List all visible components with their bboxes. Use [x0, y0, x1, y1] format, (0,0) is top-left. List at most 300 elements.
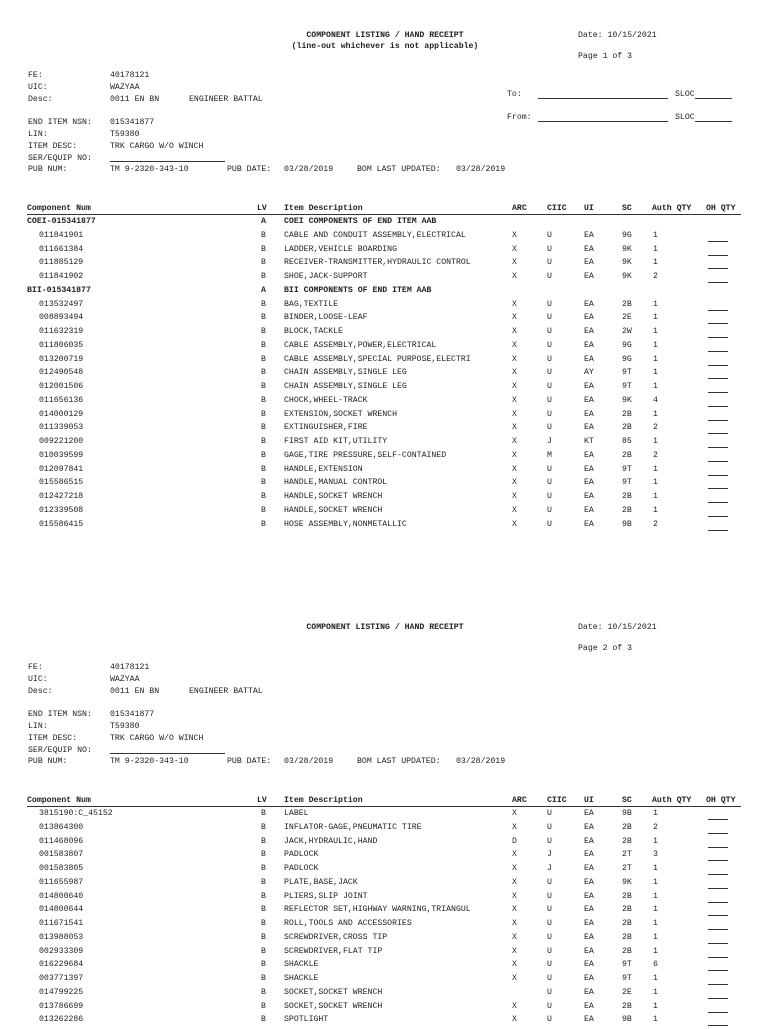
ciic-value: U	[547, 258, 552, 268]
arc-value: X	[512, 1015, 517, 1025]
arc-value: X	[512, 905, 517, 915]
arc-value: X	[512, 340, 517, 350]
lv-value: B	[261, 395, 266, 405]
fe-value-p2: 40178121	[110, 663, 150, 672]
ui-value: EA	[584, 244, 594, 254]
component-num: 003771397	[39, 974, 84, 983]
ser-equip-field-line[interactable]	[110, 161, 225, 162]
ui-value: AY	[584, 368, 594, 378]
ui-value: EA	[584, 299, 594, 309]
arc-value: X	[512, 974, 517, 983]
col-ui: UI	[584, 204, 594, 213]
item-desc-label-p2: ITEM DESC:	[28, 734, 78, 743]
oh-qty-field[interactable]	[708, 365, 728, 366]
sc-value: 2E	[622, 987, 632, 997]
ser-equip-label-p2: SER/EQUIP NO:	[28, 746, 92, 755]
ui-value: EA	[584, 340, 594, 350]
uic-label: UIC:	[28, 83, 48, 92]
arc-value: X	[512, 960, 517, 970]
oh-qty-field[interactable]	[708, 255, 728, 256]
arc-value: X	[512, 409, 517, 419]
lv-value: B	[261, 478, 266, 488]
auth-qty: 1	[653, 437, 658, 446]
sc-value: 9T	[622, 464, 632, 474]
auth-qty: 1	[653, 409, 658, 419]
ciic-value: U	[547, 987, 552, 997]
ciic-value: U	[547, 409, 552, 419]
oh-qty-field[interactable]	[708, 819, 728, 820]
component-num: 011339053	[39, 423, 84, 433]
oh-qty-field[interactable]	[708, 378, 728, 379]
item-description: RECEIVER-TRANSMITTER,HYDRAULIC CONTROL	[284, 258, 471, 268]
ciic-value: U	[547, 877, 552, 887]
page2-page-number: Page 2 of 3	[578, 644, 633, 653]
item-description: EXTINGUISHER,FIRE	[284, 423, 368, 433]
auth-qty: 1	[653, 836, 658, 846]
component-num: 011841902	[39, 272, 84, 281]
pub-date-label: PUB DATE:	[227, 165, 272, 174]
sloc-from-field-line[interactable]	[695, 121, 732, 122]
auth-qty: 1	[653, 327, 658, 336]
sc-value: 2B	[622, 822, 632, 832]
ciic-value: U	[547, 382, 552, 391]
table-row	[0, 824, 768, 837]
sc-value: 9G	[622, 340, 632, 350]
ciic-value: U	[547, 505, 552, 515]
oh-qty-field[interactable]	[708, 943, 728, 944]
lv-value: B	[261, 850, 266, 860]
oh-qty-field[interactable]	[708, 406, 728, 407]
table-row	[0, 342, 768, 355]
table-row	[0, 879, 768, 892]
item-description: CHAIN ASSEMBLY,SINGLE LEG	[284, 382, 407, 391]
component-num: 008893494	[39, 313, 84, 323]
sc-value: 9G	[622, 230, 632, 240]
lv-value: B	[261, 987, 266, 997]
oh-qty-field[interactable]	[708, 461, 728, 462]
sc-value: 2B	[622, 450, 632, 460]
table-row	[0, 301, 768, 314]
item-description: ROLL,TOOLS AND ACCESSORIES	[284, 919, 412, 928]
table-row	[0, 893, 768, 906]
page1-title: COMPONENT LISTING / HAND RECEIPT	[306, 31, 464, 40]
end-item-nsn-label-p2: END ITEM NSN:	[28, 710, 92, 719]
item-description: SPOTLIGHT	[284, 1015, 329, 1025]
sc-value: 9T	[622, 960, 632, 970]
arc-value: X	[512, 244, 517, 254]
component-num: 015586515	[39, 478, 84, 488]
group-header-row	[0, 287, 768, 300]
page1-page-number: Page 1 of 3	[578, 52, 633, 61]
sc-value: 2B	[622, 919, 632, 928]
sc-value: 9B	[622, 519, 632, 529]
lin-label-p2: LIN:	[28, 722, 48, 731]
table-row	[0, 424, 768, 437]
oh-qty-field[interactable]	[708, 447, 728, 448]
oh-qty-field[interactable]	[708, 392, 728, 393]
auth-qty: 1	[653, 299, 658, 309]
lv-value: B	[261, 505, 266, 515]
component-num: 012097841	[39, 464, 84, 474]
col-arc-p2: ARC	[512, 796, 527, 805]
oh-qty-field[interactable]	[708, 337, 728, 338]
sc-value: 2B	[622, 505, 632, 515]
to-field-line[interactable]	[538, 98, 668, 99]
lv-value: B	[261, 244, 266, 254]
desc-value-unit-p2: ENGINEER BATTAL	[189, 687, 263, 696]
table-row	[0, 948, 768, 961]
ciic-value: U	[547, 313, 552, 323]
col-oh-qty: OH QTY	[706, 204, 736, 213]
desc-value: 0011 EN BN	[110, 95, 160, 104]
auth-qty: 1	[653, 505, 658, 515]
sc-value: 9B	[622, 1015, 632, 1025]
sc-value: 9K	[622, 272, 632, 281]
oh-qty-field[interactable]	[708, 310, 728, 311]
ui-value: EA	[584, 877, 594, 887]
oh-qty-field[interactable]	[708, 970, 728, 971]
lv-value: B	[261, 519, 266, 529]
ui-value: EA	[584, 327, 594, 336]
group-header-row	[0, 218, 768, 231]
ciic-value: U	[547, 1001, 552, 1011]
pub-num-label-p2: PUB NUM:	[28, 757, 68, 766]
component-num: 001583807	[39, 850, 84, 860]
lin-label: LIN:	[28, 130, 48, 139]
ciic-value: U	[547, 244, 552, 254]
sc-value: 2B	[622, 1001, 632, 1011]
component-num: 012001506	[39, 382, 84, 391]
table-row	[0, 369, 768, 382]
arc-value: X	[512, 272, 517, 281]
uic-value: WAZYAA	[110, 83, 140, 92]
ciic-value: U	[547, 272, 552, 281]
auth-qty: 1	[653, 313, 658, 323]
lv-value: B	[261, 272, 266, 281]
desc-label: Desc:	[28, 95, 53, 104]
lv-value: B	[261, 822, 266, 832]
component-num: 015586415	[39, 519, 84, 529]
sc-value: 2T	[622, 850, 632, 860]
ui-value: EA	[584, 258, 594, 268]
component-num: 011468096	[39, 836, 84, 846]
item-description: CHOCK,WHEEL-TRACK	[284, 395, 368, 405]
ui-value: EA	[584, 478, 594, 488]
ciic-value: U	[547, 946, 552, 956]
oh-qty-field[interactable]	[708, 860, 728, 861]
auth-qty: 1	[653, 974, 658, 983]
oh-qty-field[interactable]	[708, 420, 728, 421]
item-description: HANDLE,MANUAL CONTROL	[284, 478, 388, 488]
auth-qty: 2	[653, 519, 658, 529]
arc-value: X	[512, 822, 517, 832]
from-field-line[interactable]	[538, 121, 668, 122]
sc-value: 9K	[622, 244, 632, 254]
component-num: 014799225	[39, 987, 84, 997]
col-item-description: Item Description	[284, 204, 363, 213]
table-row	[0, 838, 768, 851]
table-row	[0, 865, 768, 878]
item-description: HOSE ASSEMBLY,NONMETALLIC	[284, 519, 407, 529]
component-num: 011656136	[39, 395, 84, 405]
table-row	[0, 989, 768, 1002]
col-auth-qty: Auth QTY	[652, 204, 692, 213]
ui-value: EA	[584, 809, 594, 818]
table-row	[0, 466, 768, 479]
desc-value-unit: ENGINEER BATTAL	[189, 95, 263, 104]
sc-value: 9T	[622, 974, 632, 983]
oh-qty-field[interactable]	[708, 433, 728, 434]
component-num: 011632319	[39, 327, 84, 336]
arc-value: X	[512, 423, 517, 433]
oh-qty-field[interactable]	[708, 915, 728, 916]
col-oh-qty-p2: OH QTY	[706, 796, 736, 805]
arc-value: X	[512, 809, 517, 818]
table-row	[0, 411, 768, 424]
ciic-value: U	[547, 478, 552, 488]
auth-qty: 1	[653, 1015, 658, 1025]
pub-num-value-p2: TM 9-2320-343-10	[110, 757, 189, 766]
ser-equip-field-line-p2[interactable]	[110, 753, 225, 754]
component-num: 016229684	[39, 960, 84, 970]
component-num: 014800644	[39, 905, 84, 915]
auth-qty: 2	[653, 272, 658, 281]
arc-value: X	[512, 437, 517, 446]
ui-value: EA	[584, 505, 594, 515]
component-num: 013988053	[39, 932, 84, 942]
component-num: 3815190:C_45152	[39, 809, 113, 818]
component-num: 013864300	[39, 822, 84, 832]
table2-header-rule	[27, 806, 741, 807]
bom-updated-label: BOM LAST UPDATED:	[357, 165, 441, 174]
table-row	[0, 438, 768, 451]
oh-qty-field[interactable]	[708, 516, 728, 517]
oh-qty-field[interactable]	[708, 847, 728, 848]
lv-value: B	[261, 809, 266, 818]
ciic-value: U	[547, 492, 552, 501]
lv-value: B	[261, 313, 266, 323]
ser-equip-label: SER/EQUIP NO:	[28, 154, 92, 163]
item-description: CHAIN ASSEMBLY,SINGLE LEG	[284, 368, 407, 378]
component-num: 013200719	[39, 354, 84, 364]
lv-value: B	[261, 354, 266, 364]
table-row	[0, 961, 768, 974]
component-num: 014000129	[39, 409, 84, 419]
sc-value: 2B	[622, 299, 632, 309]
auth-qty: 3	[653, 850, 658, 860]
table-row	[0, 906, 768, 919]
component-num: 011671541	[39, 919, 84, 928]
ciic-value: U	[547, 1015, 552, 1025]
ciic-value: U	[547, 395, 552, 405]
sc-value: 2B	[622, 891, 632, 901]
oh-qty-field[interactable]	[708, 475, 728, 476]
ui-value: EA	[584, 313, 594, 323]
oh-qty-field[interactable]	[708, 888, 728, 889]
item-description: PADLOCK	[284, 864, 319, 873]
pub-date-value: 03/28/2019	[284, 165, 334, 174]
oh-qty-field[interactable]	[708, 957, 728, 958]
lv-value: B	[261, 1001, 266, 1011]
desc-label-p2: Desc:	[28, 687, 53, 696]
from-label: From:	[507, 113, 532, 122]
col-component-num-p2: Component Num	[27, 796, 91, 805]
auth-qty: 1	[653, 368, 658, 378]
table1-header-rule	[27, 214, 741, 215]
lv-value: B	[261, 327, 266, 336]
item-description: HANDLE,SOCKET WRENCH	[284, 492, 383, 501]
oh-qty-field[interactable]	[708, 984, 728, 985]
lv-value: B	[261, 932, 266, 942]
ciic-value: U	[547, 822, 552, 832]
ui-value: EA	[584, 822, 594, 832]
oh-qty-field[interactable]	[708, 268, 728, 269]
col-lv-p2: LV	[257, 796, 267, 805]
lv-value: B	[261, 258, 266, 268]
ui-value: EA	[584, 423, 594, 433]
auth-qty: 1	[653, 891, 658, 901]
auth-qty: 1	[653, 946, 658, 956]
lv-value: B	[261, 1015, 266, 1025]
desc-value-p2: 0011 EN BN	[110, 687, 160, 696]
table-row	[0, 507, 768, 520]
arc-value: X	[512, 877, 517, 887]
item-description: SHACKLE	[284, 974, 319, 983]
ciic-value: U	[547, 340, 552, 350]
ciic-value: U	[547, 891, 552, 901]
table-row	[0, 273, 768, 286]
component-num: BII-015341877	[27, 285, 91, 295]
ui-value: EA	[584, 450, 594, 460]
lv-value: B	[261, 464, 266, 474]
page2-title: COMPONENT LISTING / HAND RECEIPT	[306, 623, 464, 632]
col-ciic: CIIC	[547, 204, 567, 213]
item-description: COEI COMPONENTS OF END ITEM AAB	[284, 217, 437, 226]
arc-value: X	[512, 258, 517, 268]
arc-value: X	[512, 464, 517, 474]
ciic-value: U	[547, 809, 552, 818]
item-description: BINDER,LOOSE-LEAF	[284, 313, 368, 323]
table-row	[0, 975, 768, 988]
component-num: 011885129	[39, 258, 84, 268]
sloc-label-to: SLOC	[675, 90, 695, 99]
component-num: 011806035	[39, 340, 84, 350]
arc-value: X	[512, 919, 517, 928]
item-description: SCREWDRIVER,CROSS TIP	[284, 932, 388, 942]
oh-qty-field[interactable]	[708, 241, 728, 242]
component-num: 001583805	[39, 864, 84, 873]
component-num: 013262286	[39, 1015, 84, 1025]
component-num: 012490548	[39, 368, 84, 378]
lv-value: B	[261, 492, 266, 501]
arc-value: X	[512, 478, 517, 488]
item-description: REFLECTOR SET,HIGHWAY WARNING,TRIANGUL	[284, 905, 471, 915]
item-description: SOCKET,SOCKET WRENCH	[284, 987, 383, 997]
lv-value: B	[261, 437, 266, 446]
lin-value: T59380	[110, 130, 140, 139]
oh-qty-field[interactable]	[708, 833, 728, 834]
end-item-nsn-value-p2: 015341877	[110, 710, 155, 719]
item-description: BAG,TEXTILE	[284, 299, 339, 309]
arc-value: X	[512, 313, 517, 323]
item-description: HANDLE,EXTENSION	[284, 464, 363, 474]
sc-value: 9K	[622, 877, 632, 887]
component-num: 009221200	[39, 437, 84, 446]
sc-value: 2B	[622, 423, 632, 433]
arc-value: X	[512, 230, 517, 240]
page1-date: Date: 10/15/2021	[578, 31, 657, 40]
ciic-value: U	[547, 932, 552, 942]
lv-value: B	[261, 946, 266, 956]
item-description: BII COMPONENTS OF END ITEM AAB	[284, 285, 432, 295]
oh-qty-field[interactable]	[708, 488, 728, 489]
item-description: SOCKET,SOCKET WRENCH	[284, 1001, 383, 1011]
item-description: PLIERS,SLIP JOINT	[284, 891, 368, 901]
sc-value: 2B	[622, 492, 632, 501]
oh-qty-field[interactable]	[708, 530, 728, 531]
bom-updated-value: 03/28/2019	[456, 165, 506, 174]
oh-qty-field[interactable]	[708, 351, 728, 352]
pub-num-label: PUB NUM:	[28, 165, 68, 174]
ciic-value: U	[547, 230, 552, 240]
auth-qty: 1	[653, 382, 658, 391]
auth-qty: 1	[653, 478, 658, 488]
sc-value: 9T	[622, 382, 632, 391]
oh-qty-field[interactable]	[708, 1012, 728, 1013]
component-num: 013532497	[39, 299, 84, 309]
auth-qty: 2	[653, 423, 658, 433]
lv-value: B	[261, 905, 266, 915]
item-desc-value: TRK CARGO W/O WINCH	[110, 142, 204, 151]
ciic-value: U	[547, 423, 552, 433]
ciic-value: U	[547, 354, 552, 364]
ui-value: EA	[584, 960, 594, 970]
sloc-to-field-line[interactable]	[695, 98, 732, 99]
oh-qty-field[interactable]	[708, 929, 728, 930]
lv-value: B	[261, 423, 266, 433]
lv-value: B	[261, 836, 266, 846]
oh-qty-field[interactable]	[708, 1025, 728, 1026]
arc-value: X	[512, 946, 517, 956]
arc-value: X	[512, 382, 517, 391]
table-row	[0, 383, 768, 396]
oh-qty-field[interactable]	[708, 323, 728, 324]
ui-value: EA	[584, 864, 594, 873]
arc-value: X	[512, 850, 517, 860]
lv-value: B	[261, 230, 266, 240]
sc-value: 2B	[622, 836, 632, 846]
oh-qty-field[interactable]	[708, 902, 728, 903]
fe-label-p2: FE:	[28, 663, 43, 672]
oh-qty-field[interactable]	[708, 502, 728, 503]
ui-value: EA	[584, 932, 594, 942]
auth-qty: 6	[653, 960, 658, 970]
oh-qty-field[interactable]	[708, 874, 728, 875]
oh-qty-field[interactable]	[708, 998, 728, 999]
ui-value: EA	[584, 492, 594, 501]
table-row	[0, 356, 768, 369]
arc-value: D	[512, 836, 517, 846]
oh-qty-field[interactable]	[708, 282, 728, 283]
sc-value: 9T	[622, 478, 632, 488]
table-row	[0, 493, 768, 506]
lv-value: B	[261, 450, 266, 460]
ui-value: EA	[584, 946, 594, 956]
auth-qty: 2	[653, 822, 658, 832]
item-description: SHOE,JACK-SUPPORT	[284, 272, 368, 281]
ui-value: EA	[584, 836, 594, 846]
ui-value: EA	[584, 987, 594, 997]
